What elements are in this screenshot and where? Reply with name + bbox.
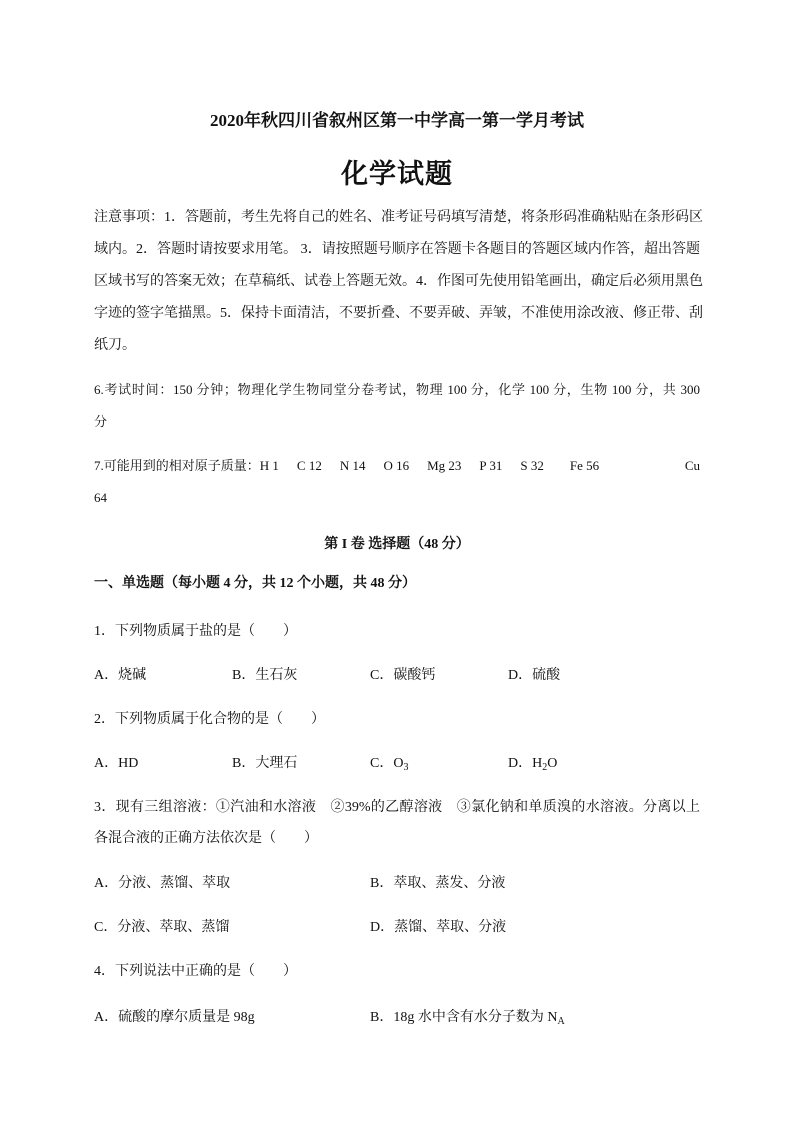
notes-line-3: 区域书写的答案无效；在草稿纸、试卷上答题无效。4．作图可先使用铅笔画出，确定后必须用黑色 bbox=[94, 274, 703, 289]
question-2-option-b: B．大理石 bbox=[232, 756, 298, 771]
notes-line-4: 字迹的签字笔描黑。5．保持卡面清洁，不要折叠、不要弄破、弄皱，不准使用涂改液、修正带、刮 bbox=[94, 306, 703, 321]
part-title: 一、单选题（每小题 4 分，共 12 个小题，共 48 分） bbox=[94, 576, 416, 591]
atomic-mass-line bbox=[94, 456, 700, 476]
subscript: 3 bbox=[403, 762, 409, 773]
question-4-option-b bbox=[370, 1008, 565, 1028]
question-1-option-b: B．生石灰 bbox=[232, 668, 298, 683]
subscript: 2 bbox=[542, 762, 548, 773]
question-1-option-c: C．碳酸钙 bbox=[370, 668, 436, 683]
question-4-stem: 4．下列说法中正确的是（ ） bbox=[94, 964, 297, 979]
notes-line-2: 域内。2．答题时请按要求用笔。 3．请按照题号顺序在答题卡各题目的答题区域内作答，超出答题 bbox=[94, 242, 700, 257]
atomic-mass-item: Mg 23 bbox=[427, 458, 462, 473]
question-2-stem: 2．下列物质属于化合物的是（ ） bbox=[94, 712, 325, 727]
atomic-mass-item: O 16 bbox=[383, 458, 410, 473]
exam-title: 2020年秋四川省叙州区第一中学高一第一学月考试 bbox=[210, 111, 584, 130]
question-1-option-d: D．硫酸 bbox=[508, 668, 561, 683]
atomic-mass-wrap: 64 bbox=[94, 490, 107, 505]
question-1-stem: 1．下列物质属于盐的是（ ） bbox=[94, 624, 297, 639]
question-2-option-d bbox=[508, 754, 557, 774]
exam-time-line-1: 6.考试时间：150 分钟；物理化学生物同堂分卷考试，物理 100 分，化学 100 分，生物 100 分，共 300 bbox=[94, 382, 700, 397]
question-3-option-d: D．蒸馏、萃取、分液 bbox=[370, 920, 507, 935]
notes-line-1: 注意事项：1．答题前，考生先将自己的姓名、准考证号码填写清楚，将条形码准确粘贴在条形码区 bbox=[94, 210, 703, 225]
exam-time-line-2: 分 bbox=[94, 414, 108, 429]
question-2-option-c bbox=[370, 754, 408, 774]
question-3-stem-line-2: 各混合液的正确方法依次是（ ） bbox=[94, 831, 318, 846]
atomic-mass-item: H 1 bbox=[259, 458, 279, 473]
atomic-mass-item: N 14 bbox=[339, 458, 366, 473]
option-d-text: D．H bbox=[508, 756, 543, 771]
question-3-stem-line-1: 3．现有三组溶液：①汽油和水溶液 ②39%的乙醇溶液 ③氯化钠和单质溴的水溶液。分离以上 bbox=[94, 800, 700, 815]
question-4-option-a: A．硫酸的摩尔质量是 98g bbox=[94, 1010, 255, 1025]
option-d-tail: O bbox=[547, 756, 558, 771]
atomic-mass-item: S 32 bbox=[520, 458, 544, 473]
notes-line-5: 纸刀。 bbox=[94, 338, 136, 353]
option-b-text: B．18g 水中含有水分子数为 N bbox=[370, 1010, 558, 1025]
question-1-option-a: A．烧碱 bbox=[94, 668, 147, 683]
question-2-option-a: A．HD bbox=[94, 756, 139, 771]
section-title: 第 I 卷 选择题（48 分） bbox=[324, 537, 470, 552]
atomic-mass-item: C 12 bbox=[296, 458, 322, 473]
atomic-mass-item: Fe 56 bbox=[569, 458, 600, 473]
subscript: A bbox=[557, 1016, 565, 1027]
option-c-text: C．O bbox=[370, 756, 404, 771]
atomic-mass-item: Cu bbox=[684, 458, 700, 473]
exam-subject-title: 化学试题 bbox=[341, 159, 453, 190]
question-3-option-b: B．萃取、蒸发、分液 bbox=[370, 876, 506, 891]
atomic-mass-prefix: 7.可能用到的相对原子质量： bbox=[94, 458, 260, 473]
question-3-option-a: A．分液、蒸馏、萃取 bbox=[94, 876, 231, 891]
atomic-mass-item: P 31 bbox=[479, 458, 503, 473]
question-3-option-c: C．分液、萃取、蒸馏 bbox=[94, 920, 230, 935]
